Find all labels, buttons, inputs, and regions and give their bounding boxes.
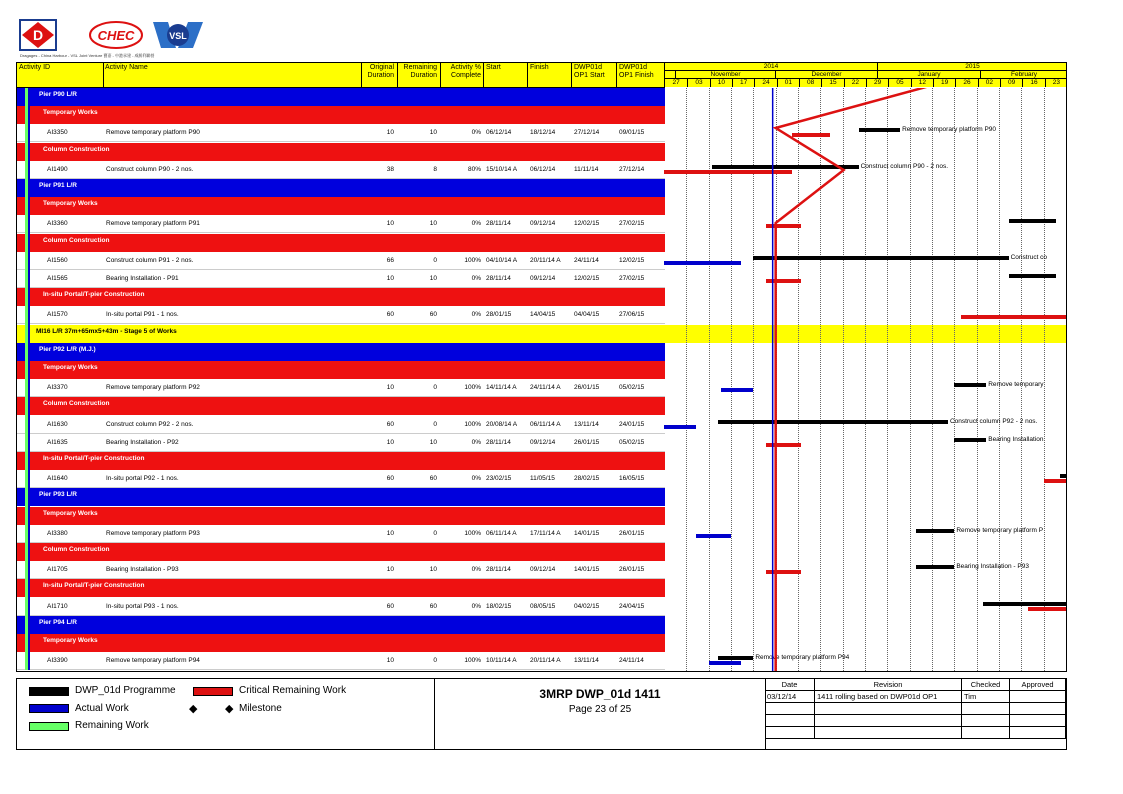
- diamond-icon: ◆: [189, 703, 198, 715]
- gantt-bar-label: Construct column P92 - 2 nos.: [949, 417, 1038, 425]
- activity-id: AI1635: [47, 438, 68, 446]
- finish-date: 11/05/15: [530, 475, 555, 483]
- legend-remaining-swatch: [29, 722, 69, 731]
- logos-svg: [18, 18, 218, 52]
- activity-id: AI1640: [47, 475, 68, 483]
- start-date: 28/11/14: [486, 275, 511, 282]
- start-date: 28/01/15: [486, 311, 512, 319]
- percent-complete: 0%: [471, 602, 481, 610]
- month-december: December: [775, 71, 877, 78]
- pier-heading: [17, 179, 665, 197]
- week-label: 10: [710, 79, 732, 87]
- remaining-duration: 0: [433, 529, 437, 537]
- op1-finish-date: 16/05/15: [619, 475, 645, 483]
- activity-id: AI3380: [47, 529, 68, 537]
- col-remaining-duration: Remaining Duration: [403, 64, 437, 79]
- gantt-bar-label: Construct column P90 - 2 nos.: [860, 162, 949, 170]
- finish-date: 14/04/15: [530, 311, 556, 319]
- progress-lines: [664, 88, 1066, 671]
- timeline-months: [665, 71, 1067, 79]
- gantt-bar-label: Bearing Installation: [988, 435, 1044, 443]
- heading-label: Temporary Works: [43, 109, 98, 117]
- heading-label: Column Construction: [43, 236, 110, 244]
- start-date: 15/10/14 A: [486, 165, 518, 173]
- group-heading: [17, 197, 665, 215]
- remaining-duration: 8: [433, 165, 437, 173]
- gantt-bar-label: Bearing Installation - P93: [956, 563, 1029, 571]
- gantt-bar-label: Remove temporary: [988, 381, 1044, 389]
- legend-milestone: Milestone: [239, 703, 282, 714]
- op1-start-date: 04/02/15: [574, 602, 600, 610]
- table-row[interactable]: [17, 652, 665, 670]
- activity-name: Remove temporary platform P90: [106, 129, 200, 137]
- progress-line: [776, 88, 941, 671]
- original-duration: 10: [386, 129, 394, 137]
- legend-actual-swatch: [29, 704, 69, 713]
- legend-remaining: Remaining Work: [75, 720, 149, 731]
- percent-complete: 0%: [471, 275, 481, 282]
- week-label: 05: [888, 79, 910, 87]
- op1-finish-date: 24/01/15: [619, 420, 645, 428]
- month-january: January: [877, 71, 980, 78]
- remaining-duration: 60: [429, 602, 437, 610]
- timeline-years: [665, 63, 1067, 71]
- activity-id: AI1705: [47, 566, 68, 574]
- op1-start-date: 13/11/14: [574, 657, 599, 665]
- original-duration: 60: [386, 475, 394, 483]
- op1-finish-date: 26/01/15: [619, 529, 645, 537]
- finish-date: 09/12/14: [530, 566, 556, 574]
- op1-start-date: 13/11/14: [574, 420, 599, 428]
- col-activity-name: Activity Name: [105, 64, 148, 71]
- remaining-duration: 60: [429, 475, 437, 483]
- finish-date: 20/11/14 A: [530, 256, 561, 264]
- op1-finish-date: 12/02/15: [619, 256, 645, 264]
- original-duration: 10: [386, 657, 394, 665]
- vsl-letters: VSL: [169, 31, 187, 41]
- heading-label: Column Construction: [43, 546, 110, 553]
- op1-finish-date: 27/12/14: [619, 165, 645, 173]
- heading-label: In-situ Portal/T-pier Construction: [43, 455, 145, 462]
- op1-start-date: 26/01/15: [574, 438, 600, 446]
- timeline-weeks: [665, 79, 1067, 87]
- op1-start-date: 11/11/14: [574, 165, 599, 173]
- original-duration: 60: [386, 420, 394, 428]
- activity-id: AI1565: [47, 275, 68, 282]
- finish-date: 18/12/14: [530, 129, 556, 137]
- op1-start-date: 24/11/14: [574, 256, 599, 264]
- op1-start-date: 27/12/14: [574, 129, 600, 137]
- week-label: 17: [732, 79, 754, 87]
- original-duration: 10: [386, 275, 394, 282]
- heading-label: Pier P92 L/R (M.J.): [39, 345, 96, 353]
- group-heading: [17, 543, 665, 561]
- remaining-duration: 0: [433, 256, 437, 264]
- op1-start-date: 14/01/15: [574, 529, 600, 537]
- col-original-duration: Original Duration: [367, 64, 394, 79]
- finish-date: 09/12/14: [530, 438, 556, 446]
- finish-date: 09/12/14: [530, 220, 556, 228]
- legend-block: [16, 678, 1067, 750]
- op1-finish-date: 05/02/15: [619, 384, 645, 392]
- op1-start-date: 28/02/15: [574, 475, 600, 483]
- activity-name: Remove temporary platform P94: [106, 657, 200, 665]
- col-op1-finish: DWP01d OP1 Finish: [619, 64, 654, 79]
- activity-name: Construct column P92 - 2 nos.: [106, 420, 194, 428]
- heading-label: In-situ Portal/T-pier Construction: [43, 291, 145, 299]
- activity-id: AI3390: [47, 657, 68, 665]
- table-row[interactable]: [17, 161, 665, 179]
- start-date: 28/11/14: [486, 220, 511, 228]
- week-label: 24: [754, 79, 776, 87]
- op1-finish-date: 26/01/15: [619, 566, 645, 574]
- week-label: 19: [933, 79, 955, 87]
- op1-start-date: 26/01/15: [574, 384, 600, 392]
- original-duration: 10: [386, 529, 394, 537]
- activity-id: AI3360: [47, 220, 68, 228]
- heading-label: Temporary Works: [43, 364, 98, 371]
- start-date: 14/11/14 A: [486, 384, 517, 392]
- month-february: February: [980, 71, 1067, 78]
- heading-label: In-situ Portal/T-pier Construction: [43, 582, 145, 590]
- percent-complete: 0%: [471, 220, 481, 228]
- remaining-duration: 10: [429, 566, 437, 574]
- op1-finish-date: 24/04/15: [619, 602, 645, 610]
- table-row[interactable]: [17, 215, 665, 233]
- finish-date: 08/05/15: [530, 602, 556, 610]
- gantt-bar-label: Remove temporary platform P90: [902, 126, 997, 134]
- week-label: 09: [1000, 79, 1022, 87]
- table-row[interactable]: [17, 379, 665, 397]
- col-finish: Finish: [530, 64, 549, 71]
- start-date: 28/11/14: [486, 566, 511, 574]
- rev-approved: [1010, 691, 1066, 703]
- timeline-header: [664, 63, 1067, 87]
- table-row[interactable]: [17, 270, 665, 288]
- group-heading: [17, 106, 665, 124]
- rev-header-approved: Approved: [1010, 679, 1066, 691]
- percent-complete: 0%: [471, 475, 481, 483]
- activity-name: Remove temporary platform P91: [106, 220, 200, 228]
- col-percent-complete: Activity % Complete: [450, 64, 481, 79]
- pier-heading: [17, 616, 665, 634]
- table-row[interactable]: [17, 416, 665, 434]
- remaining-duration: 0: [433, 420, 437, 428]
- week-label: 26: [955, 79, 977, 87]
- percent-complete: 0%: [471, 438, 481, 446]
- pier-heading: [17, 488, 665, 506]
- percent-complete: 0%: [471, 129, 481, 137]
- actual-strip: [28, 88, 30, 670]
- heading-label: MI16 L/R 37m+65mx5+43m - Stage 5 of Works: [36, 327, 177, 335]
- week-label: 01: [777, 79, 799, 87]
- week-label: 12: [911, 79, 933, 87]
- title-box: [434, 679, 766, 749]
- op1-start-date: 12/02/15: [574, 220, 600, 228]
- rev-description: 1411 rolling based on DWP01d OP1: [815, 691, 962, 703]
- legend-programme: DWP_01d Programme: [75, 685, 176, 696]
- month-november: November: [675, 71, 775, 78]
- original-duration: 60: [386, 602, 394, 610]
- activity-name: Bearing Installation - P92: [106, 438, 179, 446]
- group-heading: [17, 507, 665, 525]
- legend-critical: Critical Remaining Work: [239, 685, 347, 696]
- original-duration: 10: [386, 220, 394, 228]
- table-row[interactable]: [17, 434, 665, 452]
- op1-start-date: 04/04/15: [574, 311, 600, 319]
- original-duration: 60: [386, 311, 394, 319]
- heading-label: Temporary Works: [43, 509, 98, 517]
- legend-critical-swatch: [193, 687, 233, 696]
- op1-finish-date: 09/01/15: [619, 129, 645, 137]
- heading-label: Pier P94 L/R: [39, 618, 77, 626]
- original-duration: 10: [386, 384, 394, 392]
- heading-label: Temporary Works: [43, 637, 98, 644]
- rev-checked: Tim: [962, 691, 1010, 703]
- original-duration: 10: [386, 566, 394, 574]
- drawing-title: 3MRP DWP_01d 1411: [539, 687, 661, 701]
- rev-header-checked: Checked: [962, 679, 1010, 691]
- activity-id: AI1570: [47, 311, 68, 319]
- table-row[interactable]: [17, 252, 665, 270]
- group-heading: [17, 397, 665, 415]
- activity-name: In-situ portal P93 - 1 nos.: [106, 602, 179, 610]
- percent-complete: 100%: [464, 384, 481, 392]
- activity-name: Remove temporary platform P92: [106, 384, 200, 392]
- table-row[interactable]: [17, 598, 665, 616]
- activity-id: AI3370: [47, 384, 68, 392]
- group-heading: [17, 634, 665, 652]
- original-duration: 38: [386, 165, 394, 173]
- table-row[interactable]: [17, 470, 665, 488]
- week-label: 27: [672, 79, 680, 86]
- rev-date: 03/12/14: [765, 691, 815, 703]
- percent-complete: 0%: [471, 566, 481, 574]
- activity-name: Bearing Installation - P93: [106, 566, 179, 574]
- remaining-duration: 0: [433, 384, 437, 392]
- op1-finish-date: 27/02/15: [619, 220, 645, 228]
- remaining-duration: 0: [433, 657, 437, 665]
- table-row[interactable]: [17, 124, 665, 142]
- start-date: 20/08/14 A: [486, 420, 518, 428]
- week-label: 29: [866, 79, 888, 87]
- rev-header-date: Date: [765, 679, 815, 691]
- heading-label: Pier P93 L/R: [39, 491, 77, 499]
- week-label: 15: [821, 79, 843, 87]
- activity-name: In-situ portal P91 - 1 nos.: [106, 311, 179, 319]
- finish-date: 24/11/14 A: [530, 384, 561, 392]
- finish-date: 20/11/14 A: [530, 657, 561, 665]
- percent-complete: 100%: [464, 256, 481, 264]
- column-header: [17, 63, 665, 88]
- start-date: 28/11/14: [486, 438, 511, 446]
- group-heading: [17, 579, 665, 597]
- gantt-bar-label: Remove temporary platform P: [956, 526, 1044, 534]
- col-start: Start: [486, 64, 501, 71]
- activity-id: AI3350: [47, 129, 68, 137]
- op1-start-date: 14/01/15: [574, 566, 600, 574]
- gantt-bar-label: Remove temporary platform P94: [755, 654, 850, 662]
- activity-name: Bearing Installation - P91: [106, 275, 179, 282]
- original-duration: 66: [386, 256, 394, 264]
- op1-start-date: 12/02/15: [574, 275, 600, 282]
- start-date: 18/02/15: [486, 602, 512, 610]
- group-heading: [17, 143, 665, 161]
- finish-date: 09/12/14: [530, 275, 556, 282]
- activity-name: In-situ portal P92 - 1 nos.: [106, 475, 179, 483]
- diamond-icon: ◆: [225, 703, 234, 715]
- legend-programme-swatch: [29, 687, 69, 696]
- start-date: 10/11/14 A: [486, 657, 517, 665]
- group-heading: [17, 234, 665, 252]
- start-date: 04/10/14 A: [486, 256, 518, 264]
- activity-name: Construct column P91 - 2 nos.: [106, 256, 194, 264]
- gantt-bar-label: Construct co: [1010, 253, 1048, 261]
- op1-finish-date: 24/11/14: [619, 657, 644, 665]
- year-2014: 2014: [763, 63, 779, 70]
- legend-actual: Actual Work: [75, 703, 129, 714]
- original-duration: 10: [386, 438, 394, 446]
- group-heading: [17, 452, 665, 470]
- op1-finish-date: 05/02/15: [619, 438, 645, 446]
- remaining-duration: 10: [429, 129, 437, 137]
- percent-complete: 100%: [464, 420, 481, 428]
- chec-letters: CHEC: [97, 28, 135, 43]
- heading-label: Column Construction: [43, 400, 110, 408]
- start-date: 23/02/15: [486, 475, 512, 483]
- start-date: 06/11/14 A: [486, 529, 517, 537]
- schedule-frame: [16, 62, 1067, 672]
- col-activity-id: Activity ID: [19, 64, 51, 71]
- pier-heading: [17, 88, 665, 106]
- activity-id: AI1710: [47, 602, 68, 610]
- percent-complete: 100%: [464, 657, 481, 665]
- year-2015: 2015: [877, 63, 1067, 70]
- activity-id: AI1490: [47, 165, 68, 173]
- activity-name: Remove temporary platform P93: [106, 529, 200, 537]
- activity-id: AI1630: [47, 420, 68, 428]
- group-heading: [17, 288, 665, 306]
- heading-label: Pier P90 L/R: [39, 91, 77, 98]
- group-heading: [17, 361, 665, 379]
- remaining-duration: 10: [429, 275, 437, 282]
- week-label: 03: [687, 79, 709, 87]
- revision-table: [765, 679, 1066, 749]
- op1-finish-date: 27/02/15: [619, 275, 645, 282]
- remaining-duration: 60: [429, 311, 437, 319]
- dragages-letter: D: [32, 27, 44, 43]
- percent-complete: 100%: [464, 529, 481, 537]
- remaining-duration: 10: [429, 220, 437, 228]
- week-label: 22: [844, 79, 866, 87]
- rev-header-revision: Revision: [815, 679, 962, 691]
- company-logos: [18, 18, 218, 62]
- percent-complete: 0%: [471, 311, 481, 319]
- remaining-duration: 10: [429, 438, 437, 446]
- week-label: 08: [799, 79, 821, 87]
- heading-label: Pier P91 L/R: [39, 182, 77, 189]
- col-op1-start: DWP01d OP1 Start: [574, 64, 605, 79]
- page-number: Page 23 of 25: [568, 704, 632, 715]
- week-label: 02: [978, 79, 1000, 87]
- percent-complete: 80%: [467, 165, 481, 173]
- week-label: 23: [1045, 79, 1067, 87]
- start-date: 06/12/14: [486, 129, 512, 137]
- table-row[interactable]: [17, 306, 665, 324]
- finish-date: 06/12/14: [530, 165, 556, 173]
- finish-date: 06/11/14 A: [530, 420, 561, 428]
- gantt-chart: [664, 88, 1066, 671]
- table-row[interactable]: [17, 561, 665, 579]
- heading-label: Column Construction: [43, 145, 110, 153]
- finish-date: 17/11/14 A: [530, 529, 561, 537]
- pier-heading: [17, 343, 665, 361]
- table-row[interactable]: [17, 525, 665, 543]
- heading-label: Temporary Works: [43, 200, 98, 208]
- op1-finish-date: 27/06/15: [619, 311, 645, 319]
- logo-caption: Dragages - China Harbour - VSL Joint Venture 寶嘉 - 中港承建 - 威勝利聯營: [20, 53, 155, 58]
- activity-name: Construct column P90 - 2 nos.: [106, 165, 194, 173]
- activity-id: AI1560: [47, 256, 68, 264]
- week-label: 16: [1022, 79, 1044, 87]
